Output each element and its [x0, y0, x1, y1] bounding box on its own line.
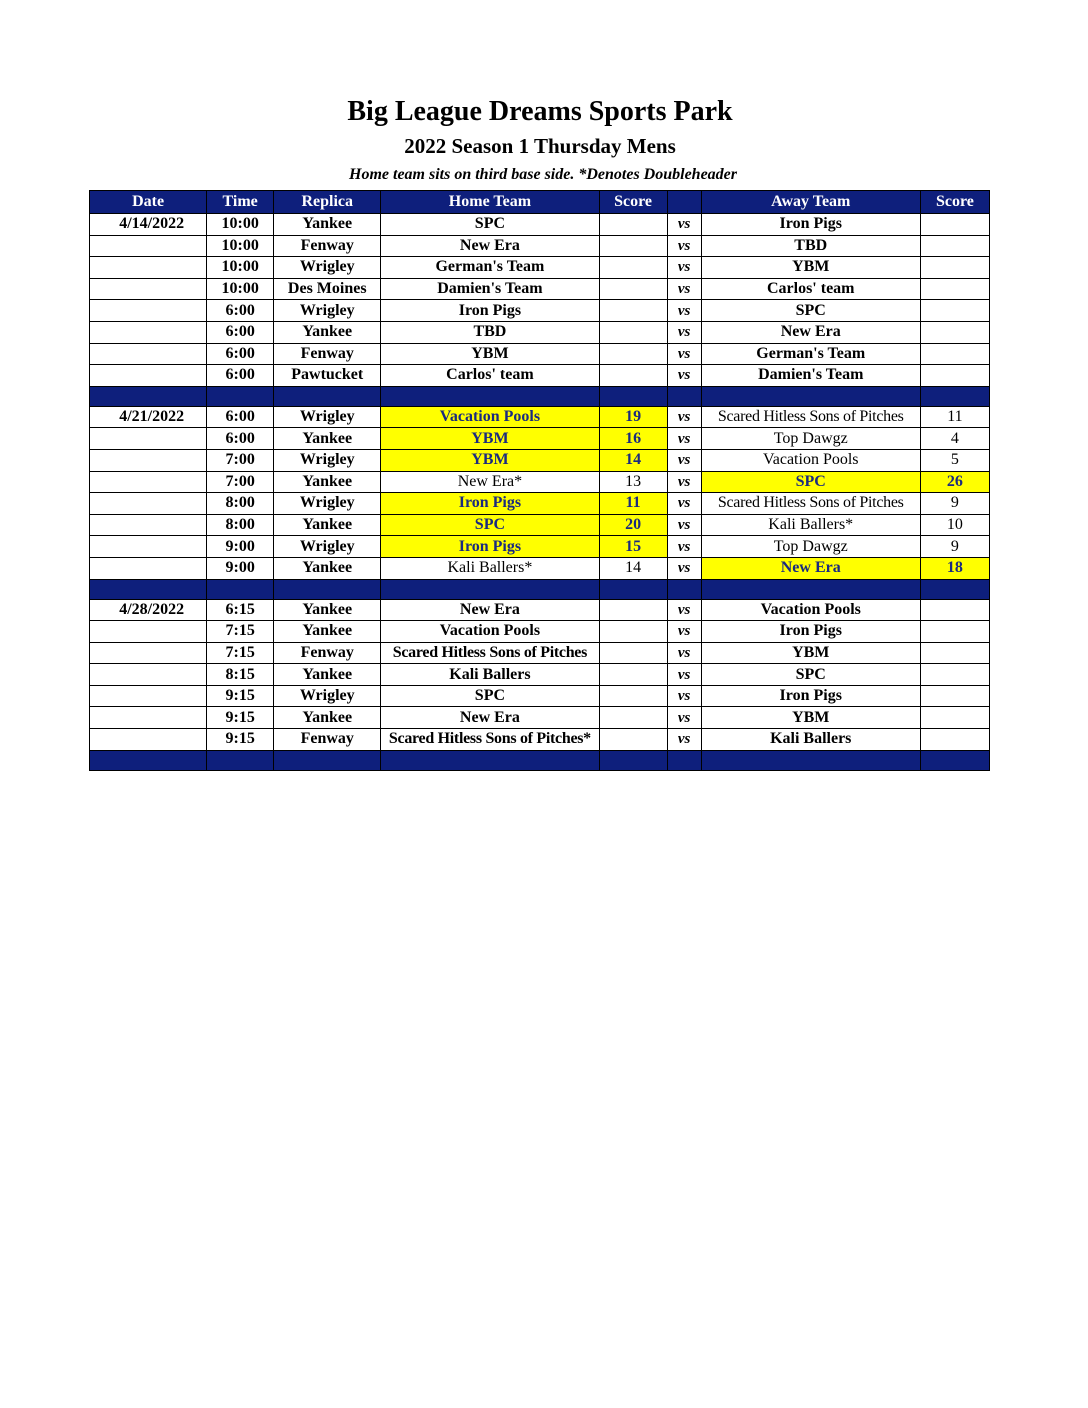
game-replica: Yankee [274, 557, 381, 579]
game-row [90, 428, 990, 450]
separator-cell [90, 750, 207, 770]
home-score [599, 599, 667, 621]
home-team: YBM [381, 428, 599, 450]
vs-label: vs [667, 664, 701, 686]
game-row [90, 664, 990, 686]
game-date [90, 642, 207, 664]
home-score [599, 235, 667, 257]
game-date [90, 365, 207, 387]
game-replica: Wrigley [274, 449, 381, 471]
away-team: Top Dawgz [701, 428, 920, 450]
separator-cell [207, 386, 274, 406]
game-row [90, 257, 990, 279]
game-date: 4/21/2022 [90, 406, 207, 428]
game-date [90, 664, 207, 686]
away-score: 26 [920, 471, 989, 493]
game-date [90, 536, 207, 558]
home-team: Kali Ballers [381, 664, 599, 686]
game-row [90, 557, 990, 579]
home-team: Kali Ballers* [381, 557, 599, 579]
game-replica: Wrigley [274, 300, 381, 322]
separator-cell [667, 750, 701, 770]
home-score [599, 664, 667, 686]
home-score: 16 [599, 428, 667, 450]
week-separator-row [90, 750, 990, 770]
game-replica: Yankee [274, 599, 381, 621]
home-team: SPC [381, 514, 599, 536]
home-team: Iron Pigs [381, 300, 599, 322]
game-replica: Des Moines [274, 278, 381, 300]
vs-label: vs [667, 493, 701, 515]
separator-cell [274, 386, 381, 406]
away-team: SPC [701, 471, 920, 493]
vs-label: vs [667, 536, 701, 558]
away-score [920, 365, 989, 387]
game-replica: Wrigley [274, 257, 381, 279]
game-time: 7:15 [207, 621, 274, 643]
home-team: Damien's Team [381, 278, 599, 300]
vs-label: vs [667, 707, 701, 729]
vs-label: vs [667, 406, 701, 428]
game-date [90, 471, 207, 493]
game-replica: Wrigley [274, 493, 381, 515]
away-team: SPC [701, 300, 920, 322]
vs-label: vs [667, 321, 701, 343]
away-team: Kali Ballers [701, 729, 920, 751]
game-time: 6:00 [207, 428, 274, 450]
away-team: Scared Hitless Sons of Pitches [701, 493, 920, 515]
away-team: Top Dawgz [701, 536, 920, 558]
separator-cell [90, 579, 207, 599]
game-date [90, 321, 207, 343]
separator-cell [274, 750, 381, 770]
home-team: YBM [381, 343, 599, 365]
game-date [90, 343, 207, 365]
home-score: 15 [599, 536, 667, 558]
home-score: 20 [599, 514, 667, 536]
game-row [90, 536, 990, 558]
home-team: SPC [381, 685, 599, 707]
home-score: 14 [599, 557, 667, 579]
home-team: Carlos' team [381, 365, 599, 387]
game-time: 6:00 [207, 343, 274, 365]
game-row [90, 642, 990, 664]
away-score: 5 [920, 449, 989, 471]
game-date [90, 685, 207, 707]
game-time: 7:00 [207, 449, 274, 471]
home-team: New Era [381, 599, 599, 621]
game-date [90, 729, 207, 751]
away-team: German's Team [701, 343, 920, 365]
game-date [90, 300, 207, 322]
game-date [90, 621, 207, 643]
home-score [599, 707, 667, 729]
game-replica: Fenway [274, 642, 381, 664]
game-row [90, 300, 990, 322]
away-team: Iron Pigs [701, 685, 920, 707]
away-score [920, 664, 989, 686]
game-replica: Yankee [274, 471, 381, 493]
away-team: Scared Hitless Sons of Pitches [701, 406, 920, 428]
game-replica: Fenway [274, 235, 381, 257]
game-replica: Fenway [274, 343, 381, 365]
game-row [90, 471, 990, 493]
game-date [90, 428, 207, 450]
vs-label: vs [667, 278, 701, 300]
vs-label: vs [667, 514, 701, 536]
away-score: 9 [920, 493, 989, 515]
home-score [599, 729, 667, 751]
separator-cell [381, 386, 599, 406]
game-row [90, 449, 990, 471]
separator-cell [701, 579, 920, 599]
home-team: Iron Pigs [381, 536, 599, 558]
away-score [920, 257, 989, 279]
vs-label: vs [667, 729, 701, 751]
game-replica: Yankee [274, 428, 381, 450]
separator-cell [599, 579, 667, 599]
game-row [90, 406, 990, 428]
column-header-time: Time [207, 191, 274, 214]
home-score [599, 321, 667, 343]
game-time: 8:00 [207, 493, 274, 515]
home-score [599, 685, 667, 707]
vs-label: vs [667, 257, 701, 279]
game-replica: Yankee [274, 664, 381, 686]
game-time: 7:00 [207, 471, 274, 493]
column-header-away-team: Away Team [701, 191, 920, 214]
game-row [90, 365, 990, 387]
schedule-table [89, 190, 990, 771]
away-team: Iron Pigs [701, 214, 920, 236]
separator-cell [599, 386, 667, 406]
column-header-away-score: Score [920, 191, 989, 214]
home-team: SPC [381, 214, 599, 236]
home-score [599, 343, 667, 365]
home-score [599, 278, 667, 300]
game-time: 8:00 [207, 514, 274, 536]
away-team: YBM [701, 707, 920, 729]
vs-label: vs [667, 621, 701, 643]
separator-cell [90, 386, 207, 406]
game-time: 7:15 [207, 642, 274, 664]
schedule-body [90, 214, 990, 771]
separator-cell [920, 750, 989, 770]
game-date [90, 557, 207, 579]
away-team: Iron Pigs [701, 621, 920, 643]
table-header-row [90, 191, 990, 214]
separator-cell [381, 750, 599, 770]
game-time: 10:00 [207, 235, 274, 257]
game-row [90, 707, 990, 729]
away-score: 10 [920, 514, 989, 536]
vs-label: vs [667, 214, 701, 236]
vs-label: vs [667, 599, 701, 621]
home-team: Iron Pigs [381, 493, 599, 515]
game-time: 9:15 [207, 729, 274, 751]
game-row [90, 599, 990, 621]
game-date [90, 257, 207, 279]
away-team: YBM [701, 257, 920, 279]
home-team: Scared Hitless Sons of Pitches* [381, 729, 599, 751]
column-header-home-score: Score [599, 191, 667, 214]
column-header-date: Date [90, 191, 207, 214]
week-separator-row [90, 579, 990, 599]
game-replica: Yankee [274, 321, 381, 343]
column-header-home-team: Home Team [381, 191, 599, 214]
away-team: Damien's Team [701, 365, 920, 387]
home-team: Vacation Pools [381, 621, 599, 643]
home-team: TBD [381, 321, 599, 343]
game-replica: Wrigley [274, 536, 381, 558]
separator-cell [381, 579, 599, 599]
game-replica: Wrigley [274, 406, 381, 428]
separator-cell [701, 386, 920, 406]
separator-cell [207, 579, 274, 599]
home-team: YBM [381, 449, 599, 471]
vs-label: vs [667, 449, 701, 471]
home-score: 19 [599, 406, 667, 428]
game-time: 10:00 [207, 214, 274, 236]
vs-label: vs [667, 557, 701, 579]
column-header-vs [667, 191, 701, 214]
vs-label: vs [667, 235, 701, 257]
game-date: 4/14/2022 [90, 214, 207, 236]
away-score: 18 [920, 557, 989, 579]
game-replica: Yankee [274, 707, 381, 729]
schedule-note: Home team sits on third base side. *Denotes Doubleheader [349, 166, 737, 183]
home-score: 11 [599, 493, 667, 515]
home-team: Scared Hitless Sons of Pitches [381, 642, 599, 664]
away-score [920, 321, 989, 343]
column-header-replica: Replica [274, 191, 381, 214]
vs-label: vs [667, 685, 701, 707]
away-score [920, 707, 989, 729]
game-row [90, 685, 990, 707]
away-team: Kali Ballers* [701, 514, 920, 536]
separator-cell [701, 750, 920, 770]
game-date [90, 235, 207, 257]
home-team: New Era* [381, 471, 599, 493]
vs-label: vs [667, 300, 701, 322]
home-score [599, 214, 667, 236]
game-time: 9:15 [207, 685, 274, 707]
home-score: 14 [599, 449, 667, 471]
game-time: 10:00 [207, 278, 274, 300]
game-row [90, 493, 990, 515]
game-date: 4/28/2022 [90, 599, 207, 621]
away-score [920, 214, 989, 236]
game-date [90, 493, 207, 515]
away-score [920, 300, 989, 322]
separator-cell [599, 750, 667, 770]
game-date [90, 278, 207, 300]
away-team: TBD [701, 235, 920, 257]
home-score [599, 365, 667, 387]
away-team: YBM [701, 642, 920, 664]
game-row [90, 214, 990, 236]
home-score [599, 621, 667, 643]
vs-label: vs [667, 428, 701, 450]
away-score [920, 343, 989, 365]
game-time: 9:00 [207, 536, 274, 558]
game-time: 6:15 [207, 599, 274, 621]
game-row [90, 621, 990, 643]
game-replica: Yankee [274, 621, 381, 643]
away-team: New Era [701, 321, 920, 343]
page-subtitle: 2022 Season 1 Thursday Mens [404, 134, 676, 158]
away-score: 11 [920, 406, 989, 428]
game-time: 9:00 [207, 557, 274, 579]
away-score [920, 278, 989, 300]
home-score: 13 [599, 471, 667, 493]
game-row [90, 321, 990, 343]
vs-label: vs [667, 642, 701, 664]
game-date [90, 449, 207, 471]
separator-cell [274, 579, 381, 599]
away-score [920, 235, 989, 257]
vs-label: vs [667, 365, 701, 387]
away-team: Vacation Pools [701, 449, 920, 471]
away-team: New Era [701, 557, 920, 579]
away-team: SPC [701, 664, 920, 686]
away-score [920, 685, 989, 707]
game-time: 6:00 [207, 365, 274, 387]
game-replica: Wrigley [274, 685, 381, 707]
away-score [920, 621, 989, 643]
game-date [90, 514, 207, 536]
game-time: 8:15 [207, 664, 274, 686]
game-date [90, 707, 207, 729]
game-row [90, 278, 990, 300]
game-time: 6:00 [207, 406, 274, 428]
week-separator-row [90, 386, 990, 406]
separator-cell [920, 386, 989, 406]
home-team: New Era [381, 235, 599, 257]
page-title: Big League Dreams Sports Park [347, 96, 733, 127]
away-score: 9 [920, 536, 989, 558]
away-team: Vacation Pools [701, 599, 920, 621]
separator-cell [920, 579, 989, 599]
away-score [920, 729, 989, 751]
away-team: Carlos' team [701, 278, 920, 300]
game-time: 6:00 [207, 300, 274, 322]
game-replica: Pawtucket [274, 365, 381, 387]
game-replica: Fenway [274, 729, 381, 751]
separator-cell [667, 579, 701, 599]
away-score: 4 [920, 428, 989, 450]
game-time: 9:15 [207, 707, 274, 729]
game-row [90, 729, 990, 751]
separator-cell [207, 750, 274, 770]
game-replica: Yankee [274, 514, 381, 536]
game-row [90, 343, 990, 365]
game-row [90, 514, 990, 536]
home-score [599, 257, 667, 279]
game-time: 6:00 [207, 321, 274, 343]
vs-label: vs [667, 471, 701, 493]
separator-cell [667, 386, 701, 406]
game-time: 10:00 [207, 257, 274, 279]
vs-label: vs [667, 343, 701, 365]
game-row [90, 235, 990, 257]
home-score [599, 642, 667, 664]
away-score [920, 642, 989, 664]
away-score [920, 599, 989, 621]
game-replica: Yankee [274, 214, 381, 236]
home-team: German's Team [381, 257, 599, 279]
home-team: New Era [381, 707, 599, 729]
home-team: Vacation Pools [381, 406, 599, 428]
home-score [599, 300, 667, 322]
